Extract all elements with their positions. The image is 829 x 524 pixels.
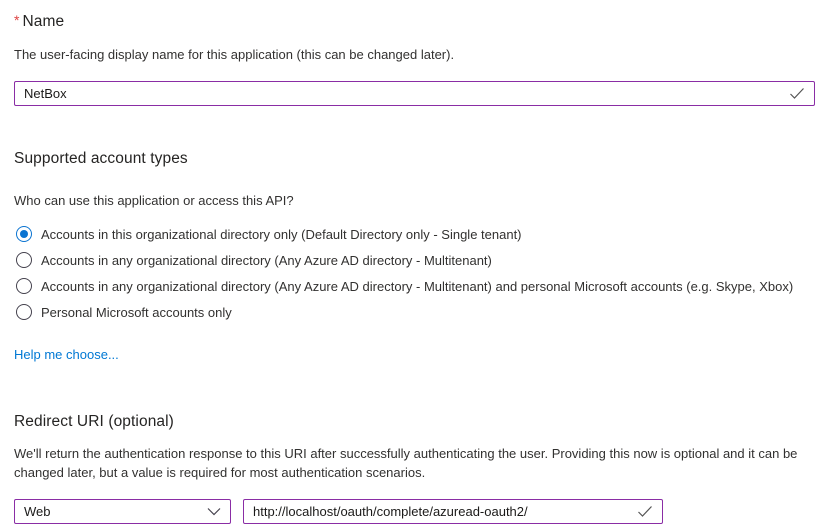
checkmark-icon bbox=[637, 505, 653, 518]
required-asterisk: * bbox=[14, 12, 20, 28]
name-input[interactable] bbox=[14, 81, 815, 106]
radio-option-multitenant-personal[interactable] bbox=[14, 273, 815, 299]
radio-option-multitenant[interactable] bbox=[14, 247, 815, 273]
redirect-uri-input-value: http://localhost/oauth/complete/azuread-oauth2/ bbox=[253, 504, 528, 519]
name-section-title: Name bbox=[22, 13, 65, 30]
radio-button-icon[interactable] bbox=[16, 226, 32, 242]
redirect-uri-description: We'll return the authentication response to this URI after successfully authenticating the user. Providing this now is optional and it can be changed later, but a value is required for most authentication scenarios. bbox=[14, 446, 798, 480]
platform-select-value: Web bbox=[24, 504, 51, 519]
help-me-choose-link[interactable]: Help me choose... bbox=[14, 347, 119, 362]
radio-button-icon[interactable] bbox=[16, 304, 32, 320]
radio-option-label: Accounts in this organizational directory only (Default Directory only - Single tenant) bbox=[41, 226, 522, 242]
radio-option-single-tenant[interactable] bbox=[14, 221, 815, 247]
name-input-value: NetBox bbox=[24, 86, 67, 101]
radio-option-personal-only[interactable] bbox=[14, 299, 815, 325]
radio-button-icon[interactable] bbox=[16, 252, 32, 268]
account-types-title: Supported account types bbox=[14, 150, 188, 167]
radio-option-label: Accounts in any organizational directory (Any Azure AD directory - Multitenant) bbox=[41, 252, 492, 268]
radio-option-label: Personal Microsoft accounts only bbox=[41, 304, 232, 320]
name-section-header bbox=[14, 10, 815, 31]
redirect-uri-input[interactable] bbox=[243, 499, 663, 524]
chevron-down-icon bbox=[207, 507, 221, 516]
radio-button-icon[interactable] bbox=[16, 278, 32, 294]
radio-option-label: Accounts in any organizational directory (Any Azure AD directory - Multitenant) and personal Microsoft accounts (e.g. Skype, Xbox) bbox=[41, 278, 794, 294]
redirect-uri-fields bbox=[14, 499, 815, 524]
checkmark-icon bbox=[789, 87, 805, 100]
account-types-radio-group bbox=[14, 221, 815, 325]
name-description: The user-facing display name for this application (this can be changed later). bbox=[14, 47, 455, 62]
account-types-question: Who can use this application or access this API? bbox=[14, 193, 294, 208]
redirect-uri-title: Redirect URI (optional) bbox=[14, 413, 174, 430]
platform-select[interactable] bbox=[14, 499, 231, 524]
